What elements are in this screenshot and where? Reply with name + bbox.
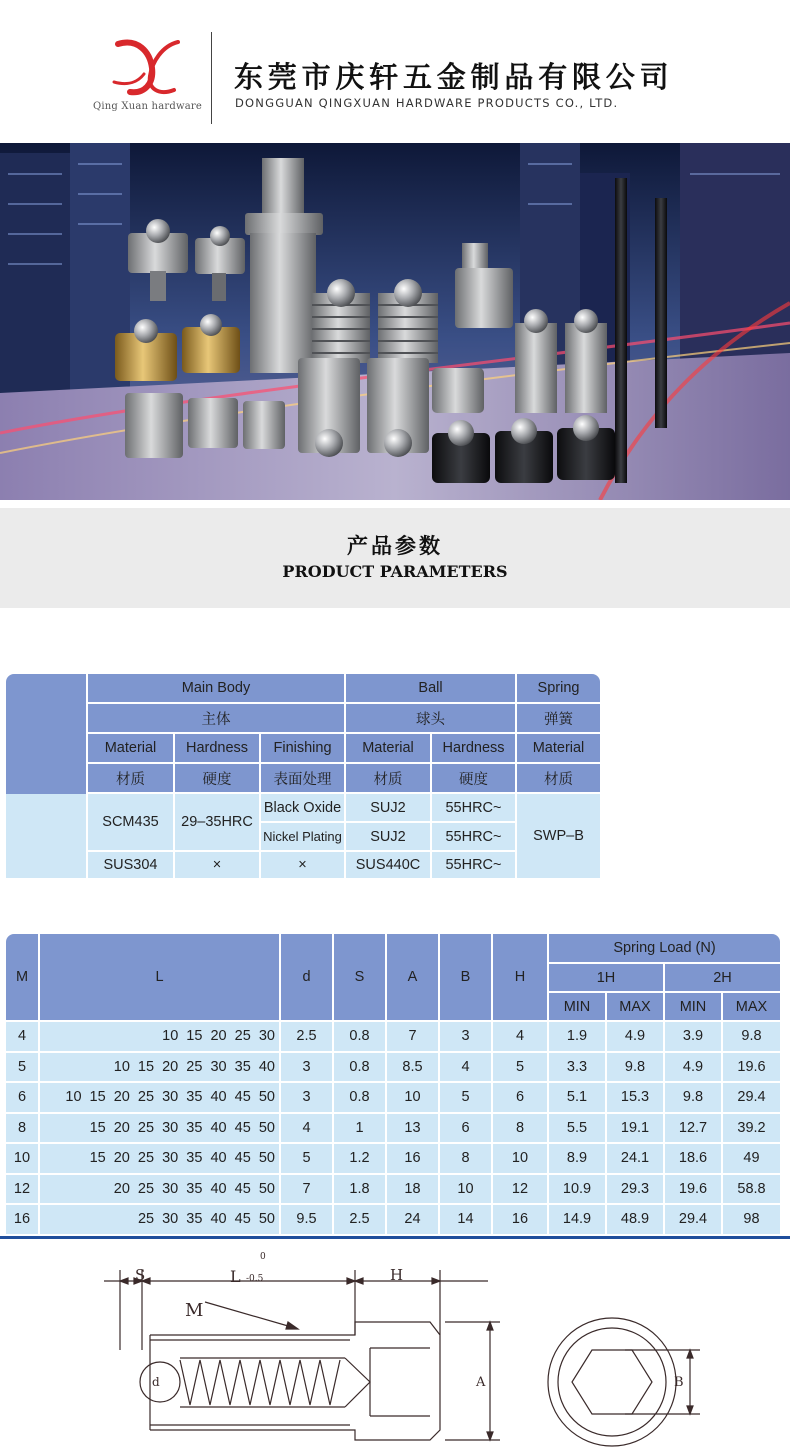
cell-S: 1.2 bbox=[334, 1144, 385, 1173]
cell-H: 12 bbox=[493, 1175, 547, 1204]
cell-B: 6 bbox=[440, 1114, 491, 1143]
cell-d: 2.5 bbox=[281, 1022, 332, 1051]
cell-r2-finish: × bbox=[261, 852, 344, 878]
cell-r2-hardness: × bbox=[175, 852, 259, 878]
cell-max2: 39.2 bbox=[723, 1114, 780, 1143]
cell-r2-ballhard: 55HRC~ bbox=[432, 852, 515, 878]
cell-M: 16 bbox=[6, 1205, 38, 1234]
cell-B: 5 bbox=[440, 1083, 491, 1112]
cell-S: 0.8 bbox=[334, 1083, 385, 1112]
header-main-body-en: Main Body bbox=[88, 674, 344, 702]
header-A: A bbox=[387, 934, 438, 1020]
cell-min2: 12.7 bbox=[665, 1114, 721, 1143]
dim-tol-lower: -0.5 bbox=[246, 1274, 264, 1284]
section-divider bbox=[0, 1236, 790, 1239]
cell-max2: 29.4 bbox=[723, 1083, 780, 1112]
cell-d: 5 bbox=[281, 1144, 332, 1173]
section-title-en: PRODUCT PARAMETERS bbox=[282, 562, 508, 581]
cell-max1: 29.3 bbox=[607, 1175, 663, 1204]
dim-label-L: L bbox=[230, 1267, 241, 1286]
cell-min1: 8.9 bbox=[549, 1144, 605, 1173]
dim-label-M: M bbox=[185, 1300, 204, 1321]
dim-tol-upper: 0 bbox=[260, 1252, 266, 1262]
cell-max2: 9.8 bbox=[723, 1022, 780, 1051]
cell-r1-ball-a: SUJ2 bbox=[346, 794, 430, 821]
cell-A: 13 bbox=[387, 1114, 438, 1143]
cell-min1: 5.1 bbox=[549, 1083, 605, 1112]
cell-H: 5 bbox=[493, 1053, 547, 1082]
company-logo-icon bbox=[108, 32, 188, 100]
cell-L: 20 25 30 35 40 45 50 bbox=[40, 1175, 279, 1204]
cell-min1: 14.9 bbox=[549, 1205, 605, 1234]
cell-spring-material: SWP–B bbox=[517, 794, 600, 878]
header-ball-hardness-en: Hardness bbox=[432, 734, 515, 762]
cell-max1: 48.9 bbox=[607, 1205, 663, 1234]
cell-A: 10 bbox=[387, 1083, 438, 1112]
header-1H: 1H bbox=[549, 964, 663, 991]
cell-d: 9.5 bbox=[281, 1205, 332, 1234]
dim-label-H: H bbox=[390, 1266, 404, 1284]
material-table bbox=[6, 674, 600, 878]
cell-B: 14 bbox=[440, 1205, 491, 1234]
header-1H-max: MAX bbox=[607, 993, 663, 1020]
cell-S: 0.8 bbox=[334, 1053, 385, 1082]
cell-B: 8 bbox=[440, 1144, 491, 1173]
cell-min2: 18.6 bbox=[665, 1144, 721, 1173]
cell-min1: 3.3 bbox=[549, 1053, 605, 1082]
header-spring-material-cn: 材质 bbox=[517, 764, 600, 792]
cell-r1-ballhard-a: 55HRC~ bbox=[432, 794, 515, 821]
header-ball-en: Ball bbox=[346, 674, 515, 702]
header-2H: 2H bbox=[665, 964, 780, 991]
row-label-blank bbox=[6, 794, 86, 878]
header-spring-cn: 弹簧 bbox=[517, 704, 600, 732]
cell-L: 10 15 20 25 30 bbox=[40, 1022, 279, 1051]
cell-max1: 19.1 bbox=[607, 1114, 663, 1143]
header-ball-material-cn: 材质 bbox=[346, 764, 430, 792]
cell-B: 10 bbox=[440, 1175, 491, 1204]
dim-label-d: d bbox=[152, 1375, 160, 1389]
header-hardness-cn: 硬度 bbox=[175, 764, 259, 792]
header-L: L bbox=[40, 934, 279, 1020]
cell-max2: 58.8 bbox=[723, 1175, 780, 1204]
cell-r2-ball: SUS440C bbox=[346, 852, 430, 878]
header-material-cn: 材质 bbox=[88, 764, 173, 792]
cell-H: 4 bbox=[493, 1022, 547, 1051]
company-name-cn: 东莞市庆轩五金制品有限公司 bbox=[234, 60, 674, 94]
header bbox=[0, 0, 790, 143]
cell-S: 2.5 bbox=[334, 1205, 385, 1234]
cell-max1: 4.9 bbox=[607, 1022, 663, 1051]
cell-min2: 4.9 bbox=[665, 1053, 721, 1082]
dim-label-A: A bbox=[476, 1375, 486, 1390]
size-table bbox=[6, 934, 780, 1230]
header-H: H bbox=[493, 934, 547, 1020]
cell-M: 8 bbox=[6, 1114, 38, 1143]
cell-r1-finish-a: Black Oxide bbox=[261, 794, 344, 821]
cell-A: 24 bbox=[387, 1205, 438, 1234]
dim-label-B: B bbox=[674, 1375, 684, 1390]
cell-H: 16 bbox=[493, 1205, 547, 1234]
cell-H: 6 bbox=[493, 1083, 547, 1112]
cell-M: 4 bbox=[6, 1022, 38, 1051]
cell-max2: 19.6 bbox=[723, 1053, 780, 1082]
cell-M: 12 bbox=[6, 1175, 38, 1204]
cell-d: 7 bbox=[281, 1175, 332, 1204]
header-spring-en: Spring bbox=[517, 674, 600, 702]
cell-H: 10 bbox=[493, 1144, 547, 1173]
cell-r2-material: SUS304 bbox=[88, 852, 173, 878]
cell-S: 1 bbox=[334, 1114, 385, 1143]
cell-B: 4 bbox=[440, 1053, 491, 1082]
cell-r1-finish-b: Nickel Plating bbox=[261, 823, 344, 850]
header-ball-material-en: Material bbox=[346, 734, 430, 762]
cell-r1-hardness: 29–35HRC bbox=[175, 794, 259, 850]
cell-r1-ballhard-b: 55HRC~ bbox=[432, 823, 515, 850]
cell-L: 15 20 25 30 35 40 45 50 bbox=[40, 1144, 279, 1173]
cell-d: 3 bbox=[281, 1083, 332, 1112]
cell-S: 0.8 bbox=[334, 1022, 385, 1051]
header-spring-load: Spring Load (N) bbox=[549, 934, 780, 962]
header-M: M bbox=[6, 934, 38, 1020]
cell-M: 5 bbox=[6, 1053, 38, 1082]
cell-B: 3 bbox=[440, 1022, 491, 1051]
dim-label-S: S bbox=[135, 1266, 146, 1284]
cell-S: 1.8 bbox=[334, 1175, 385, 1204]
header-ball-hardness-cn: 硬度 bbox=[432, 764, 515, 792]
header-ball-cn: 球头 bbox=[346, 704, 515, 732]
cell-max1: 15.3 bbox=[607, 1083, 663, 1112]
cell-max2: 49 bbox=[723, 1144, 780, 1173]
header-2H-min: MIN bbox=[665, 993, 721, 1020]
header-spring-material-en: Material bbox=[517, 734, 600, 762]
logo-text: Qing Xuan hardware bbox=[93, 101, 202, 112]
cell-A: 18 bbox=[387, 1175, 438, 1204]
technical-drawing bbox=[0, 1240, 790, 1451]
cell-max2: 98 bbox=[723, 1205, 780, 1234]
header-S: S bbox=[334, 934, 385, 1020]
company-name-en: DONGGUAN QINGXUAN HARDWARE PRODUCTS CO., LTD. bbox=[235, 96, 619, 110]
cell-H: 8 bbox=[493, 1114, 547, 1143]
header-B: B bbox=[440, 934, 491, 1020]
cell-A: 16 bbox=[387, 1144, 438, 1173]
header-2H-max: MAX bbox=[723, 993, 780, 1020]
header-divider bbox=[211, 32, 212, 124]
cell-M: 6 bbox=[6, 1083, 38, 1112]
header-1H-min: MIN bbox=[549, 993, 605, 1020]
cell-min2: 9.8 bbox=[665, 1083, 721, 1112]
cell-d: 4 bbox=[281, 1114, 332, 1143]
header-finishing-en: Finishing bbox=[261, 734, 344, 762]
cell-L: 10 15 20 25 30 35 40 bbox=[40, 1053, 279, 1082]
cell-min1: 10.9 bbox=[549, 1175, 605, 1204]
product-banner-image bbox=[0, 143, 790, 500]
cell-L: 10 15 20 25 30 35 40 45 50 bbox=[40, 1083, 279, 1112]
section-title-cn: 产品参数 bbox=[347, 534, 443, 558]
cell-A: 7 bbox=[387, 1022, 438, 1051]
cell-max1: 9.8 bbox=[607, 1053, 663, 1082]
cell-A: 8.5 bbox=[387, 1053, 438, 1082]
header-d: d bbox=[281, 934, 332, 1020]
header-hardness-en: Hardness bbox=[175, 734, 259, 762]
material-table-corner bbox=[6, 674, 86, 794]
cell-M: 10 bbox=[6, 1144, 38, 1173]
cell-d: 3 bbox=[281, 1053, 332, 1082]
header-finishing-cn: 表面处理 bbox=[261, 764, 344, 792]
cell-L: 15 20 25 30 35 40 45 50 bbox=[40, 1114, 279, 1143]
header-main-body-cn: 主体 bbox=[88, 704, 344, 732]
cell-min1: 5.5 bbox=[549, 1114, 605, 1143]
cell-min2: 19.6 bbox=[665, 1175, 721, 1204]
cell-r1-ball-b: SUJ2 bbox=[346, 823, 430, 850]
header-material-en: Material bbox=[88, 734, 173, 762]
cell-min2: 29.4 bbox=[665, 1205, 721, 1234]
cell-r1-material: SCM435 bbox=[88, 794, 173, 850]
cell-min1: 1.9 bbox=[549, 1022, 605, 1051]
cell-L: 25 30 35 40 45 50 bbox=[40, 1205, 279, 1234]
cell-max1: 24.1 bbox=[607, 1144, 663, 1173]
cell-min2: 3.9 bbox=[665, 1022, 721, 1051]
